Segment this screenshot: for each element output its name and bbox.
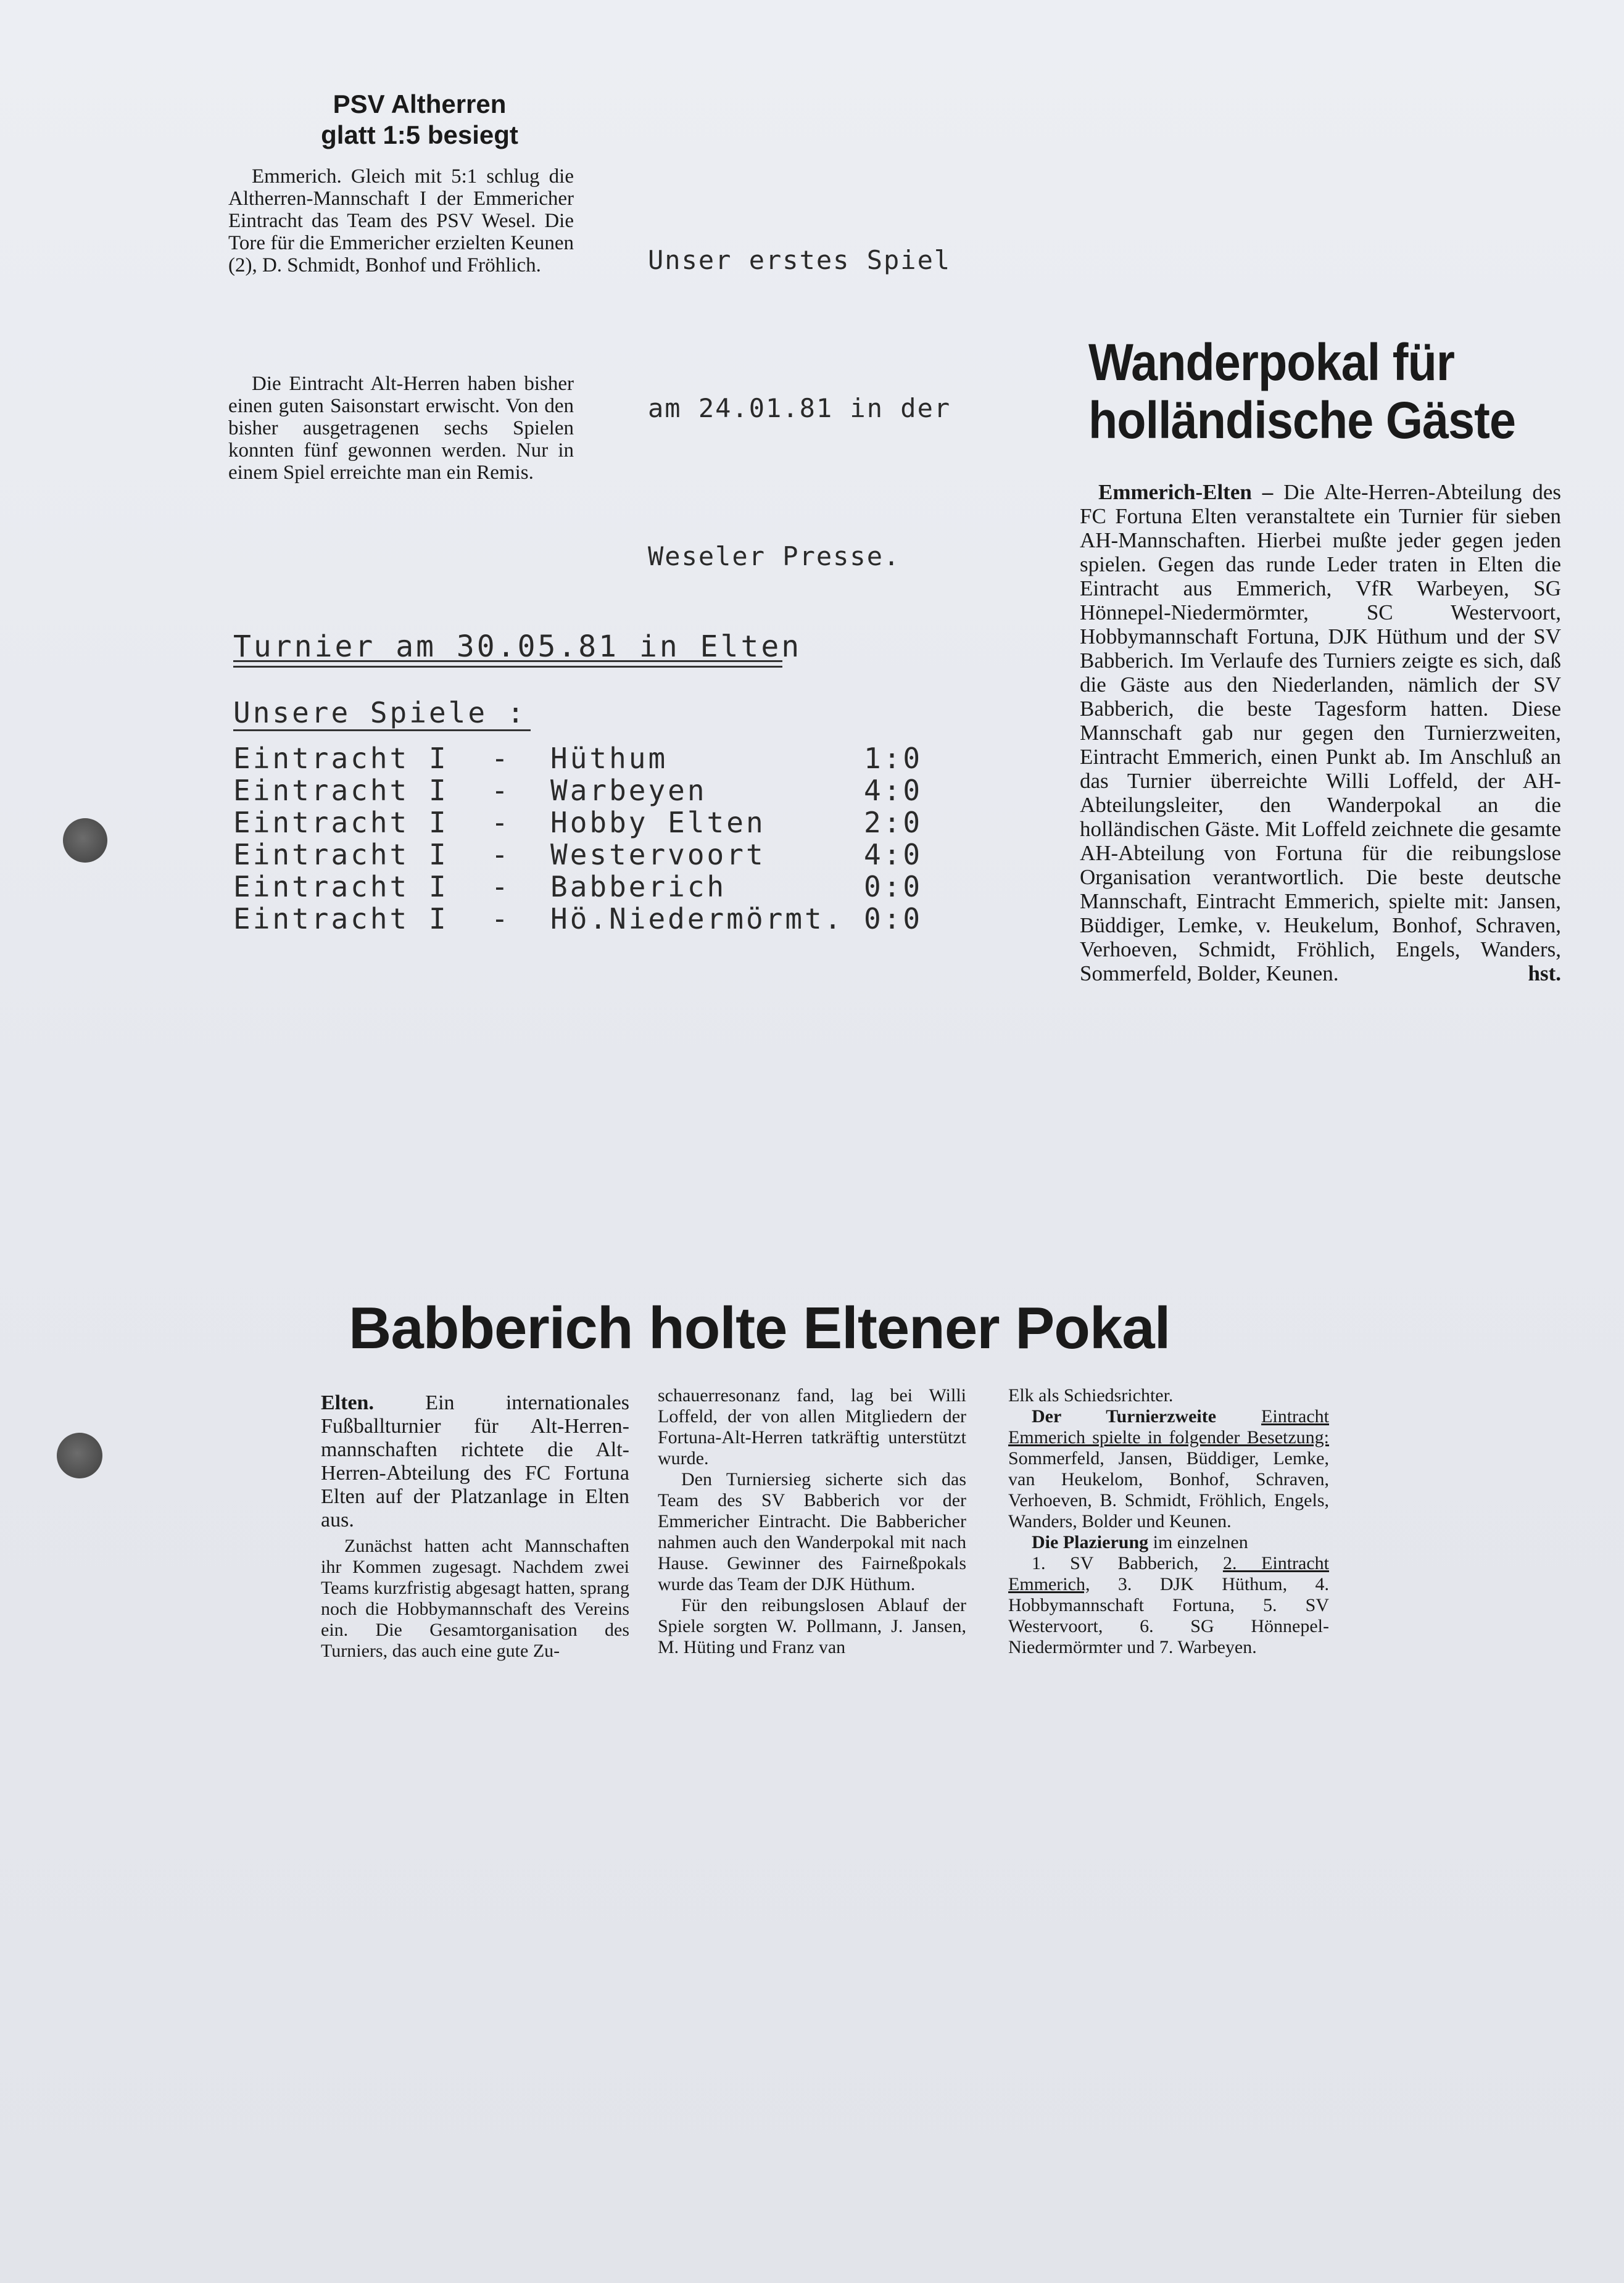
- wanderpokal-headline: [1088, 333, 1520, 449]
- tournament-title-double-rule: [233, 660, 782, 668]
- psv-paragraph-1: Emmerich. Gleich mit 5:1 schlug die Altherren-Mannschaft I der Emmericher Eintracht das Team des PSV Wesel. Die Tore für die Emmericher erzielten Keunen (2), D. Schmidt, Bonhof und Fröhlich.: [228, 165, 574, 276]
- babberich-col3-ranking-underlined: 2. Eintracht Emmerich,: [1008, 1553, 1330, 1594]
- match-separator: -: [491, 774, 511, 807]
- match-separator: -: [491, 742, 511, 775]
- babberich-column-3: [1008, 1385, 1329, 1658]
- wanderpokal-article: [1080, 480, 1561, 985]
- babberich-col3-lead2: Der Turnierzweite: [1032, 1406, 1217, 1427]
- wanderpokal-byline: hst.: [1528, 961, 1561, 985]
- babberich-col1-p1: Ein internationales Fußballturnier für Alt-Herren-mannschaften richtete die Alt-Herren-Abteilung des FC Fortuna Elten auf der Platzanlage in Elten aus.: [321, 1391, 629, 1531]
- babberich-col1-p2: Zunächst hatten acht Mannschaften ihr Kommen zugesagt. Nachdem zwei Teams kurzfristig abgesagt hatten, sprang noch die Hobbymannschaft des Vereins ein. Die Gesamtorganisation des Turniers, das auch eine gute Zu-: [321, 1536, 629, 1661]
- match-separator: -: [491, 838, 511, 871]
- match-score: 4:0: [864, 838, 923, 871]
- psv-headline: [247, 89, 592, 151]
- match-row: [233, 742, 923, 775]
- tournament-title: Turnier am 30.05.81 in Elten: [233, 629, 802, 664]
- match-score: 4:0: [864, 774, 923, 807]
- psv-paragraph-2: Die Eintracht Alt-Herren haben bisher einen guten Saisonstart erwischt. Von den bisher ausgetragenen sechs Spielen konnten fünf gewonnen werden. Nur in einem Spiel erreichte man ein Remis.: [228, 373, 574, 484]
- babberich-col3-p2: Sommerfeld, Jansen, Büddiger, Lemke, van Heukelom, Bonhof, Schraven, Verhoeven, B. Schmidt, Fröhlich, Engels, Wanders, Bolder und Keunen.: [1008, 1448, 1329, 1531]
- match-home: Eintracht I: [233, 774, 449, 807]
- babberich-headline: Babberich holte Eltener Pokal: [349, 1295, 1170, 1361]
- babberich-col3-lineup: [1008, 1406, 1329, 1532]
- wanderpokal-headline-line2: holländische Gäste: [1088, 391, 1516, 449]
- match-row: [233, 774, 923, 807]
- match-home: Eintracht I: [233, 870, 449, 903]
- babberich-col2-p2: Den Turniersieg sicherte sich das Team des SV Babberich vor der Emmericher Eintracht. Die Babbericher nahmen auch den Wanderpokal mit nach Hause. Gewinner des Fairneßpokals wurde das Team der DJK Hüthum.: [658, 1469, 966, 1594]
- babberich-col3-ranking-heading: [1008, 1532, 1329, 1553]
- match-home: Eintracht I: [233, 742, 449, 775]
- babberich-col1-intro: [321, 1391, 629, 1532]
- typewriter-line-3: Weseler Presse.: [648, 541, 901, 571]
- psv-headline-line1: PSV Altherren: [333, 89, 507, 118]
- match-away: Hüthum: [550, 742, 668, 775]
- babberich-col3-lead3-rest: im einzelnen: [1153, 1532, 1248, 1552]
- psv-headline-line2: glatt 1:5 besiegt: [321, 120, 518, 149]
- match-row: [233, 806, 923, 839]
- match-score: 1:0: [864, 742, 923, 775]
- babberich-col1-lead: Elten.: [321, 1391, 374, 1414]
- match-score: 2:0: [864, 806, 923, 839]
- match-home: Eintracht I: [233, 902, 449, 935]
- match-home: Eintracht I: [233, 838, 449, 871]
- babberich-col3-underlined: Eintracht Emmerich spielte in folgender Besetzung:: [1008, 1406, 1329, 1448]
- babberich-column-2: [658, 1385, 966, 1658]
- match-score: 0:0: [864, 902, 923, 935]
- match-away: Hö.Niedermörmt.: [550, 902, 844, 935]
- wanderpokal-headline-line1: Wanderpokal für: [1088, 333, 1455, 391]
- match-home: Eintracht I: [233, 806, 449, 839]
- wanderpokal-dateline: Emmerich-Elten –: [1098, 480, 1274, 504]
- babberich-col3-lead3: Die Plazierung: [1032, 1532, 1149, 1552]
- match-score: 0:0: [864, 870, 923, 903]
- babberich-col3-p1: Elk als Schiedsrichter.: [1008, 1385, 1174, 1406]
- punch-hole-top: [63, 818, 107, 863]
- babberich-col2-p3: Für den reibungslosen Ablauf der Spiele sorgten W. Pollmann, J. Jansen, M. Hüting und Franz van: [658, 1595, 966, 1657]
- typewriter-note: [648, 137, 951, 631]
- babberich-column-1: [321, 1391, 629, 1662]
- match-away: Babberich: [550, 870, 727, 903]
- match-separator: -: [491, 902, 511, 935]
- match-row: [233, 870, 923, 903]
- match-away: Warbeyen: [550, 774, 707, 807]
- match-separator: -: [491, 870, 511, 903]
- matches-heading: Unsere Spiele :: [233, 696, 527, 729]
- match-away: Westervoort: [550, 838, 766, 871]
- babberich-col3-ranking-a: 1. SV Babberich,: [1032, 1553, 1199, 1573]
- typewriter-line-2: am 24.01.81 in der: [648, 393, 951, 423]
- wanderpokal-body: Die Alte-Herren-Abteilung des FC Fortuna Elten veranstaltete ein Turnier für sieben AH-Mannschaften. Hierbei mußte jeder gegen jeden spielen. Gegen das runde Leder traten in Elten die Eintracht aus Emmerich, VfR Warbeyen, SG Hönnepel-Niedermörmter, SC Westervoort, Hobbymannschaft Fortuna, DJK Hüthum und der SV Babberich. Im Verlaufe des Turniers zeigte es sich, daß die Gäste aus den Niederlanden, nämlich der SV Babberich, die beste Tagesform hatten. Diese Mannschaft gab nur gegen den Turnierzweiten, Eintracht Emmerich, einen Punkt ab. Im Anschluß an das Turnier überreichte Willi Loffeld, der AH-Abteilungsleiter, den Wanderpokal an die holländischen Gäste. Mit Loffeld zeichnete die gesamte AH-Abteilung von Fortuna für die reibungslose Organisation verantwortlich. Die beste deutsche Mannschaft, Eintracht Emmerich, spielte mit: Jansen, Büddiger, Lemke, v. Heukelum, Bonhof, Schraven, Verhoeven, Schmidt, Fröhlich, Engels, Wanders, Sommerfeld, Bolder, Keunen.: [1080, 480, 1562, 985]
- matches-heading-underline: [233, 729, 531, 731]
- punch-hole-bottom: [57, 1433, 102, 1478]
- babberich-col3-ranking: [1008, 1553, 1329, 1658]
- babberich-col2-p1: schauerresonanz fand, lag bei Willi Loffeld, der von allen Mitgliedern der Fortuna-Alt-Herren tatkräftig unterstützt wurde.: [658, 1385, 966, 1469]
- match-row: [233, 838, 923, 871]
- match-away: Hobby Elten: [550, 806, 766, 839]
- typewriter-line-1: Unser erstes Spiel: [648, 245, 951, 275]
- babberich-col3-ranking-b: 3. DJK Hüthum, 4. Hobbymannschaft Fortuna, 5. SV Westervoort, 6. SG Hönnepel-Niedermörmter und 7. Warbeyen.: [1008, 1574, 1330, 1657]
- match-separator: -: [491, 806, 511, 839]
- match-row: [233, 902, 923, 935]
